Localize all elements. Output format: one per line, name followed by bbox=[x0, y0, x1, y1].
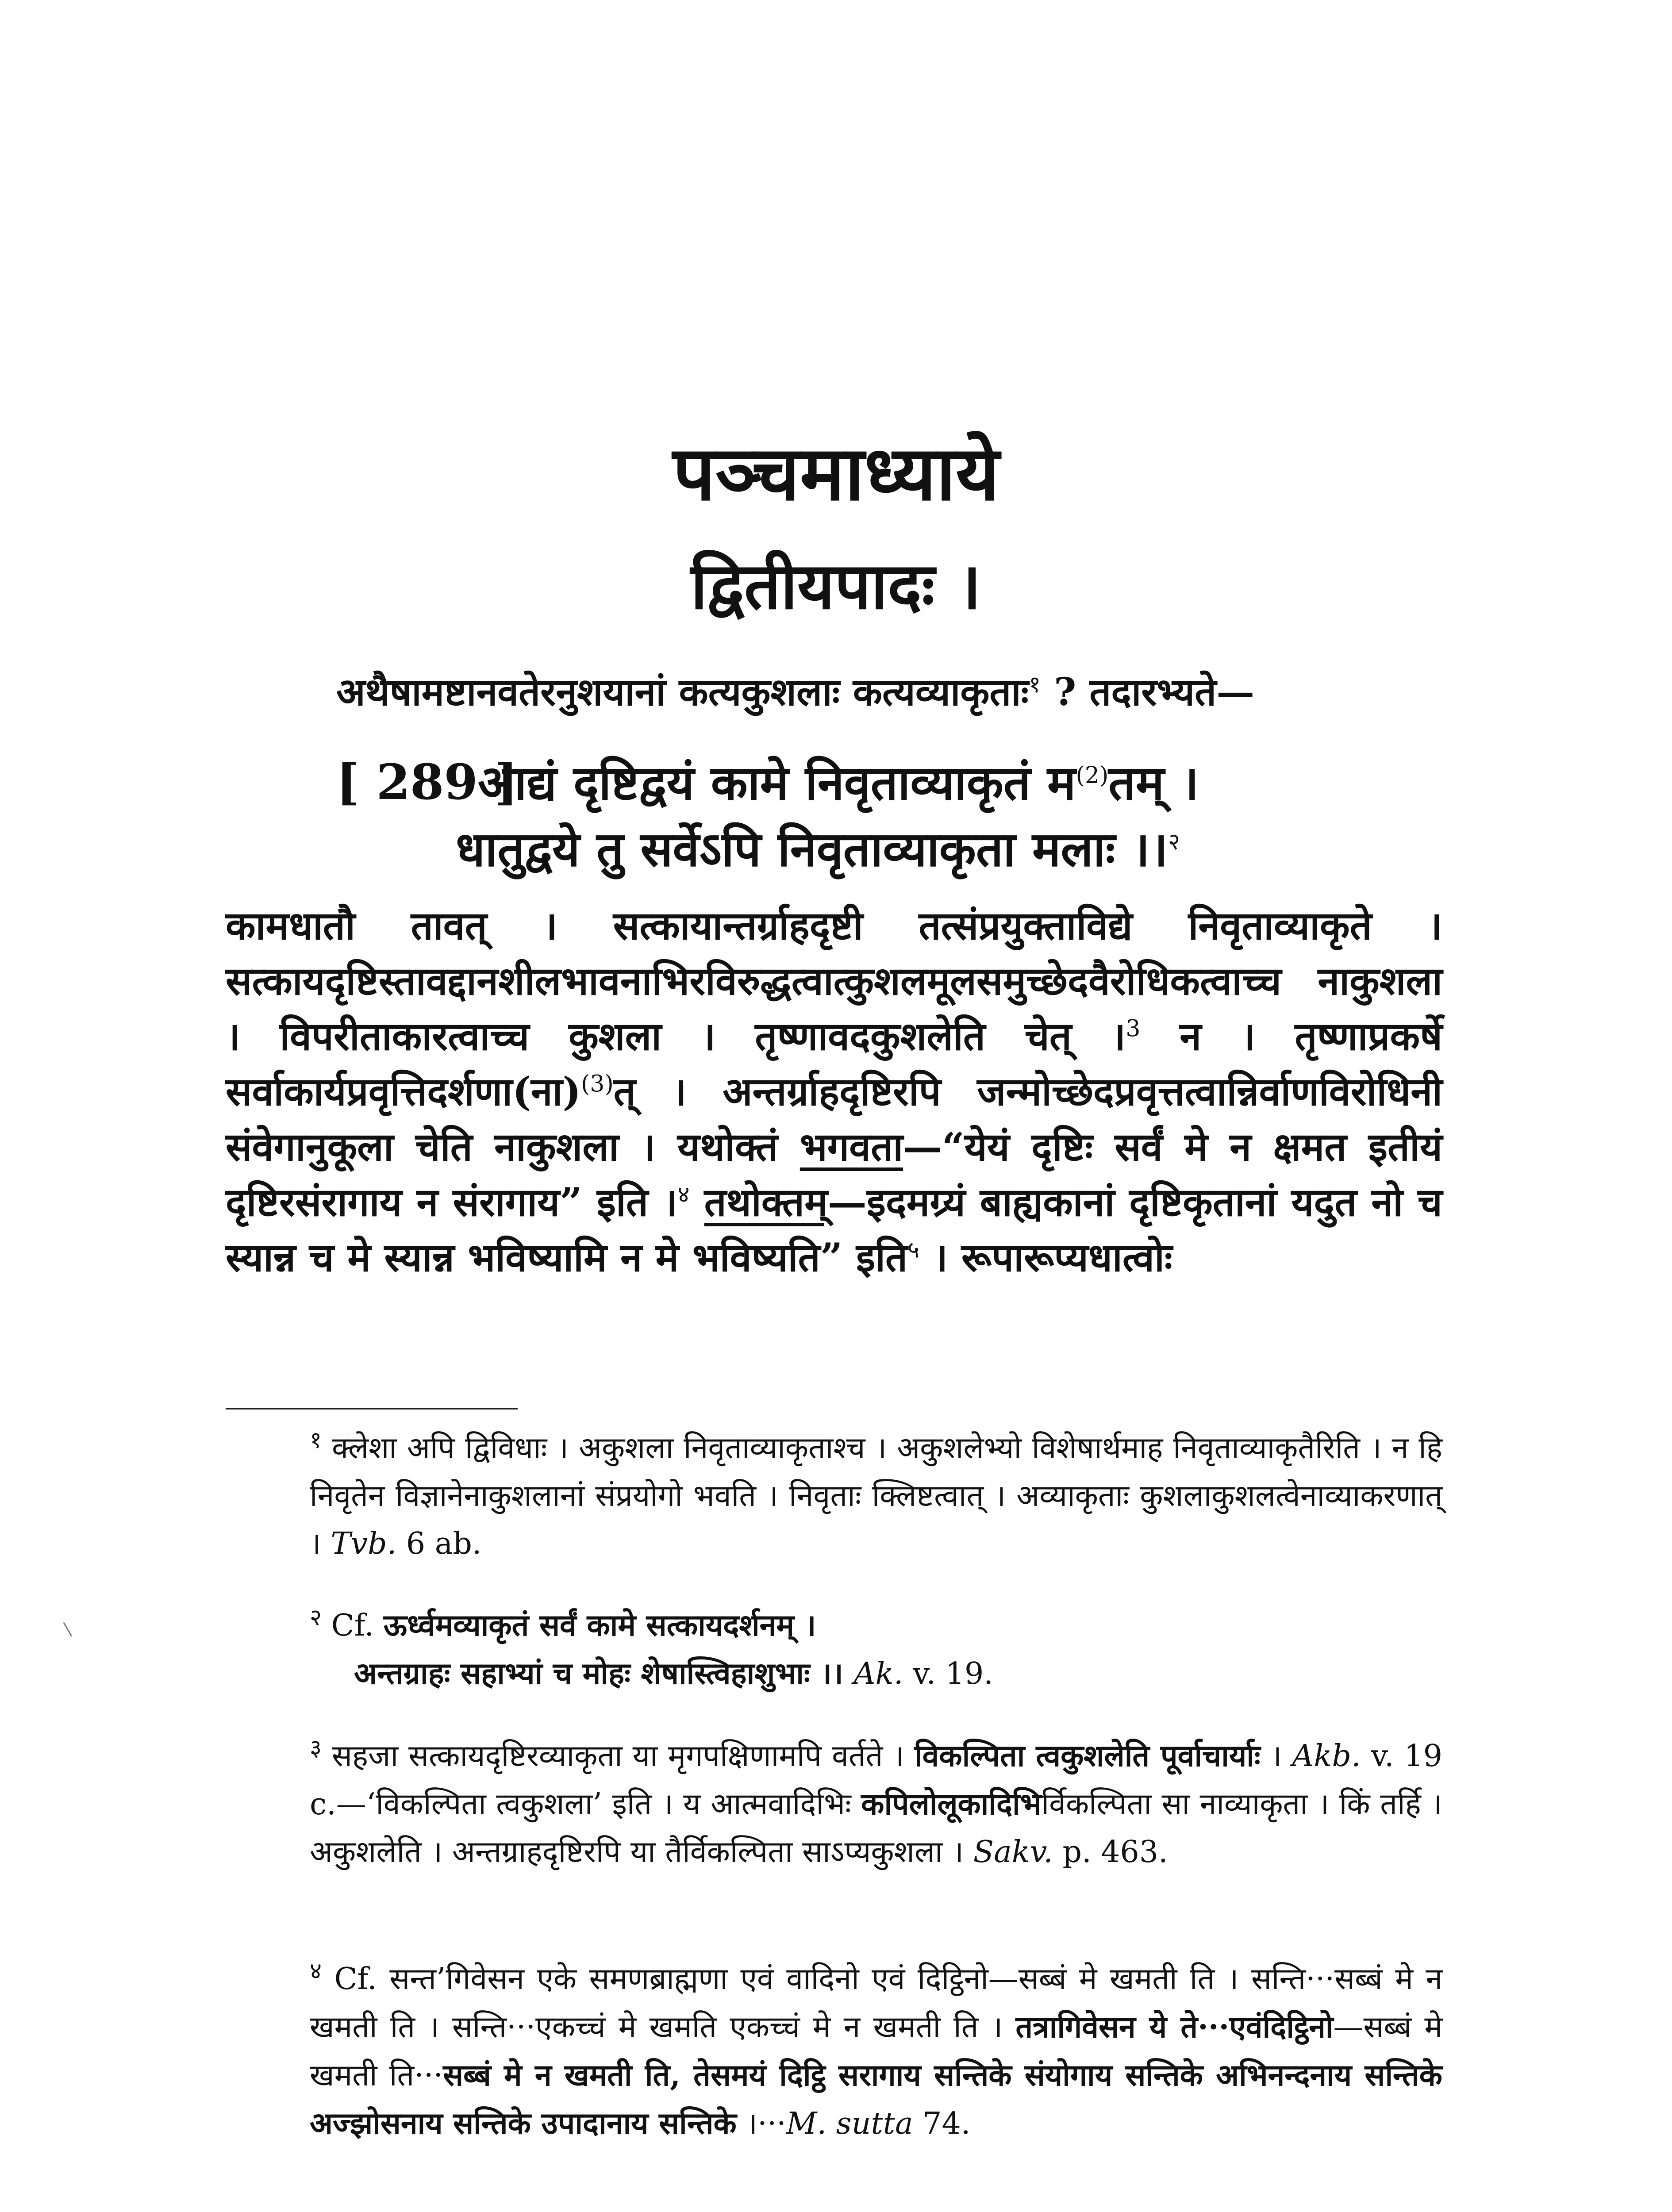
intro-after: ? तदारभ्यते— bbox=[1041, 670, 1255, 714]
verse-line-1a: आद्यं दृष्टिद्वयं कामे निवृताव्याकृतं म bbox=[478, 755, 1076, 811]
footnote-ref-location: 74. bbox=[913, 2106, 971, 2141]
footnote-1 bbox=[226, 1425, 1442, 1568]
footnote-bold-text: विकल्पिता त्वकुशलेति पूर्वाचार्याः bbox=[914, 1738, 1261, 1774]
footnote-text: क्लेशा अपि द्विविधाः । अकुशला निवृताव्याकृताश्च । अकुशलेभ्यो विशेषार्थमाह निवृताव्याकृतैरिति । न हि निवृतेन विज्ञानेनाकुशलानां संप्रयोगो भवति । निवृताः क्लिष्टत्वात् । अव्याकृताः कुशलाकुशलत्वेनाव्याकरणात् । bbox=[310, 1431, 1442, 1561]
footnote-marker: १ bbox=[310, 1427, 322, 1454]
footnote-ref-1: १ bbox=[1029, 671, 1041, 698]
footnote-ref-source: Akb. bbox=[1292, 1739, 1361, 1774]
footnote-text: । bbox=[1260, 1739, 1292, 1774]
footnote-cf: Cf. bbox=[331, 1608, 374, 1643]
commentary-paragraph bbox=[226, 898, 1442, 1285]
commentary-part-1: कामधातौ तावत् । सत्कायान्तर्ग्राहदृष्टी तत्संप्रयुक्ताविद्ये निवृताव्याकृते । सत्कायदृष्टिस्तावद्दानशीलभावनाभिरविरुद्धत्वात्कुशलमूलसमुच्छेदवैरोधिकत्वाच्च नाकुशला । विपरीताकारत्वाच्च कुशला । तृष्णावदकुशलेति चेत् । bbox=[226, 902, 1442, 1059]
footnote-text: र्विकल्पिता सा नाव्याकृता । किं तर्हि । अकुशलेति । अन्तग्राहदृष्टिरपि या तैर्विकल्पिता साऽप्यकुशला । bbox=[310, 1787, 1443, 1870]
intro-sentence bbox=[336, 664, 1460, 721]
footnote-text: सहजा सत्कायदृष्टिरव्याकृता या मृगपक्षिणामपि वर्तते । bbox=[331, 1739, 915, 1774]
footnote-cf: Cf. bbox=[334, 1962, 377, 1997]
footnote-bold-text: सब्बं मे न खमती ति, तेसमयं दिट्ठि सरागाय सन्तिके संयोगाय सन्तिके अभिनन्दनाय सन्तिके अज्झोसनाय सन्तिके उपादानाय सन्तिके bbox=[310, 2058, 1442, 2141]
footnote-ref-source: Ak. bbox=[853, 1656, 903, 1691]
verse-line-1 bbox=[478, 748, 1199, 818]
footnote-verse-line-2: अन्तग्राहः सहाभ्यां च मोहः शेषास्त्विहाशुभाः ।। bbox=[354, 1656, 854, 1691]
footnote-ref-4: ४ bbox=[677, 1181, 690, 1208]
footnote-bold-text: कपिलोलूकादिभि bbox=[861, 1786, 1042, 1822]
intro-text: अथैषामष्टानवतेरनुशयानां कत्यकुशलाः कत्यव्याकृताः bbox=[336, 670, 1029, 714]
footnote-ref-source: Sakv. bbox=[973, 1835, 1053, 1870]
verse-line-2-text: धातुद्वये तु सर्वेऽपि निवृताव्याकृता मलाः ।। bbox=[456, 822, 1168, 877]
footnote-ref-location: v. 19. bbox=[903, 1656, 993, 1691]
underlined-bhagavata: भगवता bbox=[799, 1124, 903, 1170]
footnote-marker: ४ bbox=[310, 1958, 322, 1985]
verse-emendation-mark: (2) bbox=[1076, 762, 1109, 789]
footnote-text: v. 19 c.—‘विकल्पिता त्वकुशला’ इति । य आत्मवादिभिः bbox=[310, 1739, 1442, 1822]
footnote-marker: २ bbox=[310, 1604, 322, 1631]
footnote-divider bbox=[226, 1408, 518, 1409]
underlined-tathoktam: तथोक्तम् bbox=[704, 1179, 828, 1225]
margin-mark bbox=[63, 1618, 80, 1637]
commentary-part-5: —इदमग्र्यं बाह्यकानां दृष्टिकृतानां यदुत नो च स्यान्न च मे स्यान्न भविष्यामि न मे भविष्यति” इति bbox=[226, 1179, 1443, 1280]
footnote-ref-3: 3 bbox=[1126, 1015, 1141, 1042]
footnote-text: —सब्बं मे खमती ति··· bbox=[310, 2010, 1442, 2093]
footnote-bold-text: तत्रागिवेसन ये ते···एवंदिट्ठिनो bbox=[1015, 2009, 1334, 2045]
verse-line-1b: तम् । bbox=[1108, 755, 1199, 811]
footnote-ref-2: २ bbox=[1168, 829, 1180, 855]
section-heading: द्वितीयपादः । bbox=[691, 549, 981, 624]
footnote-2 bbox=[226, 1601, 1442, 1698]
chapter-heading: पञ्चमाध्याये bbox=[673, 429, 999, 518]
footnote-text: सन्त’गिवेसन एके समणब्राह्मणा एवं वादिनो एवं दिट्ठिनो—सब्बं मे खमती ति । सन्ति···सब्बं मे न खमती ति । सन्ति···एकच्चं मे खमति एकच्चं मे न खमती ति । bbox=[310, 1962, 1442, 2045]
footnote-ref-source: Tvb. bbox=[331, 1526, 397, 1561]
verse-line-2 bbox=[456, 814, 1180, 885]
footnote-3 bbox=[226, 1732, 1442, 1876]
footnote-marker: ३ bbox=[310, 1735, 322, 1762]
footnote-verse-line-1: ऊर्ध्वमव्याकृतं सर्वं कामे सत्कायदर्शनम् । bbox=[383, 1608, 816, 1643]
verse-number: [ 289 ] bbox=[336, 753, 518, 810]
footnote-ref-source: M. sutta bbox=[786, 2106, 913, 2141]
footnote-4 bbox=[226, 1955, 1442, 2148]
commentary-part-2: न । तृष्णाप्रकर्षे सर्वाकार्यप्रवृत्तिदर्शणा(ना) bbox=[226, 1013, 1442, 1114]
footnote-text: ।··· bbox=[736, 2106, 786, 2141]
footnote-ref-location: p. 463. bbox=[1053, 1835, 1168, 1870]
commentary-part-3: त् । अन्तर्ग्राहदृष्टिरपि जन्मोच्छेदप्रवृत्तत्वान्निर्वाणविरोधिनी संवेगानुकूला चेति नाकुशला । यथोक्तं bbox=[226, 1068, 1442, 1170]
footnote-ref-location: 6 ab. bbox=[396, 1526, 482, 1561]
commentary-part-4: —“येयं दृष्टिः सर्वं मे न क्षमत इतीयं दृष्टिरसंरागाय न संरागाय” इति । bbox=[226, 1124, 1442, 1225]
emendation-mark-3: (3) bbox=[581, 1071, 614, 1098]
footnote-ref-5: ५ bbox=[907, 1237, 920, 1263]
commentary-part-6: । रूपारूप्यधात्वोः bbox=[919, 1234, 1172, 1280]
